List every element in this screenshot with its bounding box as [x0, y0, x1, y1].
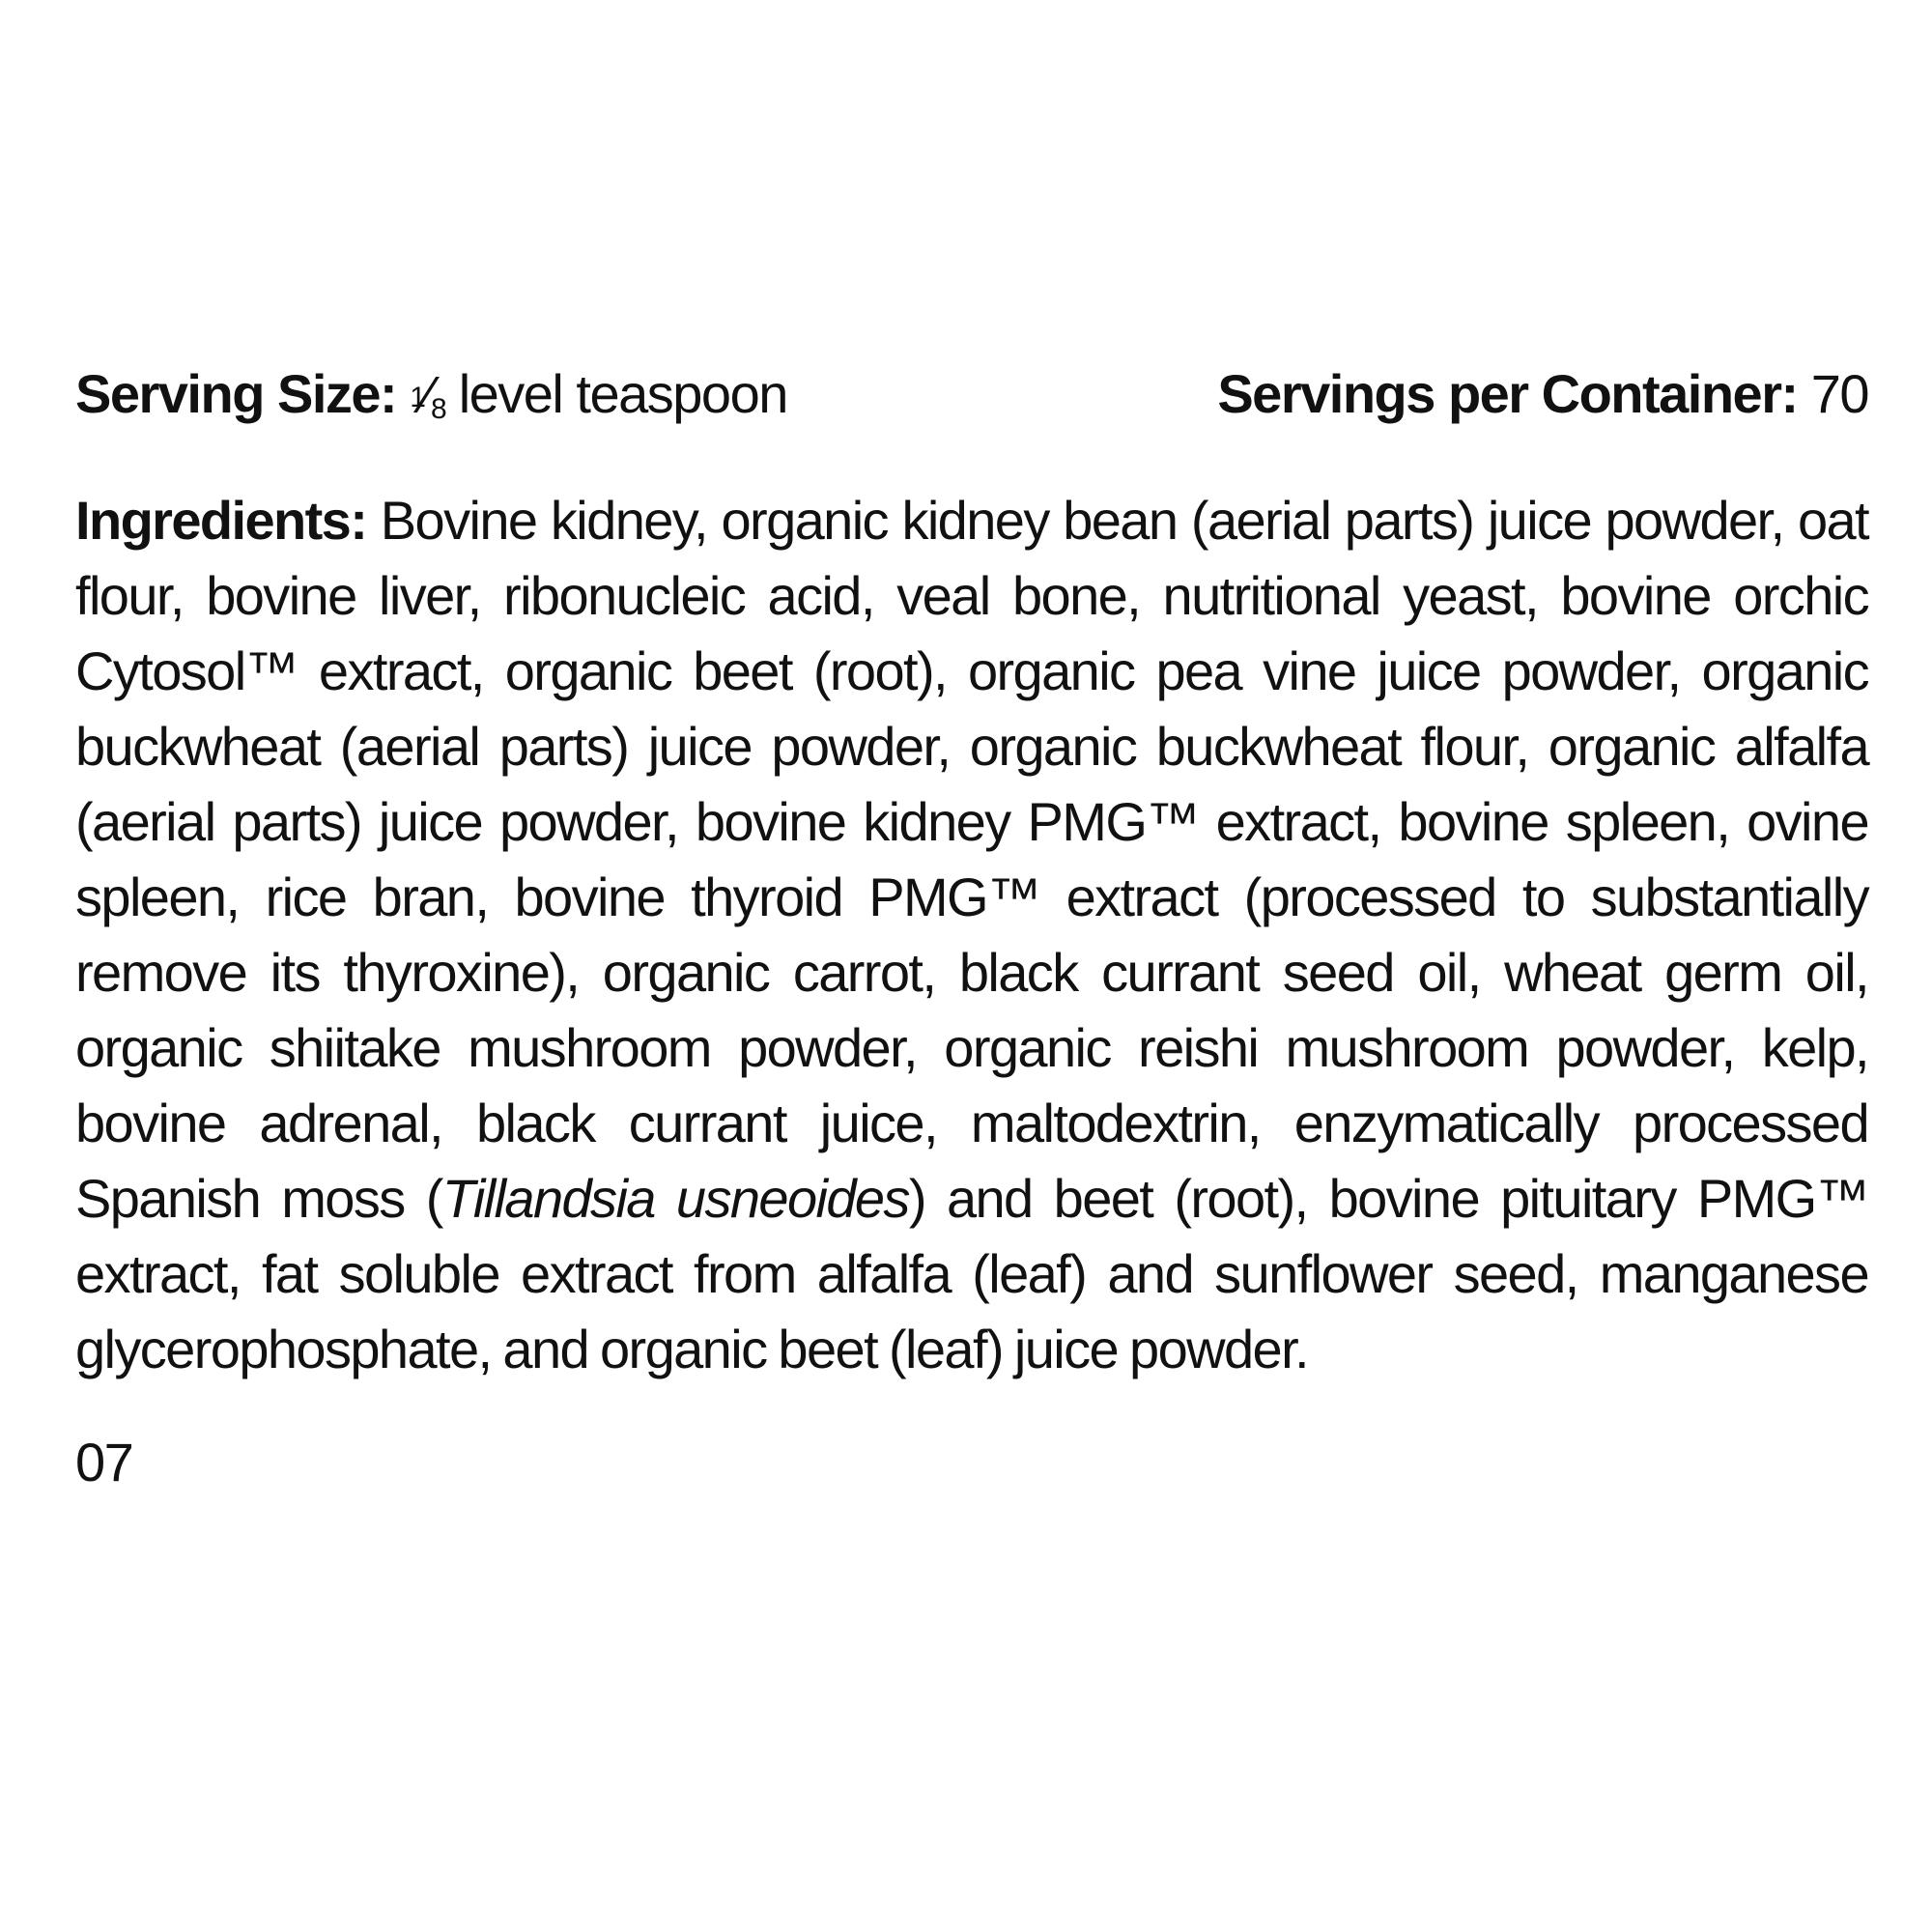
servings-per-container-label: Servings per Container:	[1217, 363, 1798, 424]
servings-per-container	[1217, 359, 1868, 429]
serving-size-label: Serving Size:	[75, 363, 397, 424]
serving-info-row	[75, 359, 1868, 439]
ingredients-paragraph	[75, 483, 1868, 1387]
fraction-denominator: 8	[430, 393, 445, 425]
ingredients-scientific-name: Tillandsia usneoides	[441, 1168, 909, 1229]
servings-per-container-value: 70	[1797, 363, 1868, 424]
supplement-label-panel	[75, 359, 1868, 1497]
fraction-numerator: 1	[410, 382, 424, 413]
lot-code: 07	[75, 1432, 133, 1492]
serving-size-fraction	[410, 360, 444, 439]
ingredients-text-part-2: ) and beet (root), bovine pituitary PMG™ extract, fat soluble extract from alfalfa (leaf) and sunflower seed, manganese glycerophosphate, and organic beet (leaf) juice powder.	[75, 1168, 1868, 1379]
serving-size-value: level teaspoon	[444, 363, 787, 424]
serving-size	[75, 359, 787, 439]
fraction-slash: ⁄	[423, 366, 431, 424]
ingredients-text-part-1: Bovine kidney, organic kidney bean (aerial parts) juice powder, oat flour, bovine liver, ribonucleic acid, veal bone, nutritional yeast, bovine orchic Cytosol™ extract, organic beet (root), organic pea vine juice powder, organic buckwheat (aerial parts) juice powder, organic buckwheat flour, organic alfalfa (aerial parts) juice powder, bovine kidney PMG™ extract, bovine spleen, ovine spleen, rice bran, bovine thyroid PMG™ extract (processed to substantially remove its thyroxine), organic carrot, black currant seed oil, wheat germ oil, organic shiitake mushroom powder, organic reishi mushroom powder, kelp, bovine adrenal, black currant juice, maltodextrin, enzymatically processed Spanish moss (	[75, 490, 1868, 1229]
ingredients-label: Ingredients:	[75, 490, 367, 551]
